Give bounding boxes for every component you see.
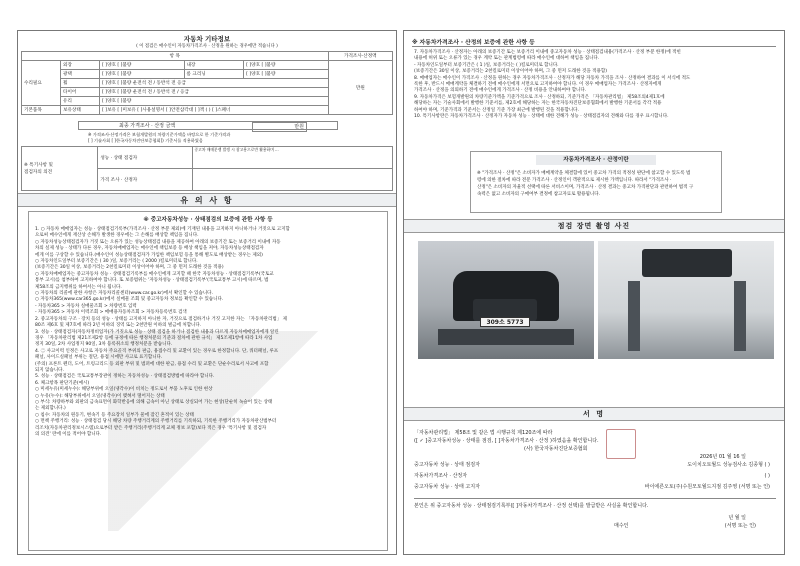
buyer-label: 매수인 (614, 523, 629, 529)
caution-line: 5. 성능 · 상태점검은 국토교통부장관이 정하는 자동차성능 · 상태점검방법에 따라야 합니다. (35, 374, 215, 380)
price-box-line: 산정"은 소비자의 자율적 선택에 따른 서비스이며, 가격조사 · 산정 결과는 중고차 가격판단과 관련하여 법적 구 (477, 185, 694, 190)
signature-row (414, 461, 776, 472)
caution-line: 리조치(자동차관리정보시스템)으로부터 받은 주행거리(주행거리계 교체 정보 포함)보다 적은 경우 '특기사항 및 점검자 (35, 425, 267, 431)
row-label: 광택 (61, 70, 100, 79)
guarantee-line: 해당하는 자는 기술사회에서 발행한 기준서를, 제2호에 해당하는 자는 한국자동차진단보증협회에서 발행한 기준서를 각각 적용 (414, 101, 662, 107)
guarantee-line: 10. 특기사항란은 자동차가격조사 · 산정자가 자동차 성능 · 상태에 대한 견해가 성능 · 상태점검자의 견해와 다를 경우 표시합니다. (414, 114, 669, 120)
caution-line: (주의) 프론트 펜더, 도어, 트렁크리드 등 외판 부위 및 범퍼에 대한 판금, 용접 수리 및 교환은 단순수리로서 사고에 포함 (35, 361, 269, 367)
photo-banner: 점검 장면 촬영 사진 (404, 219, 784, 233)
special-label: ※ 특기사항 및 점검자의 의견 (22, 147, 98, 191)
caution-line: ○ 자동차성능상태점검자가 거짓 또는 오류가 있는 성능상태점검 내용을 제공하여 아래의 보증기간 또는 보증거리 이내에 자동 (35, 239, 281, 245)
price-guarantee-text (414, 50, 776, 120)
guarantee-line: 록한 후, 반드시 매매계약을 체결하기 전에 매수인에게 서면으로 고지하여야 합니다. 이 경우 매매업자는 가격조사 · 산정자에게 (414, 82, 662, 88)
caution-line: 2. 중고자동차의 구조 · 장치 등의 성능 · 상태를 고지하지 아니한 자, 거짓으로 점검하거나 거짓 고지한 자는 「자동차관리법」 제 (35, 316, 287, 322)
guarantee-line: - 자동차인도일부터 보증기간은 ( 1 )일, 보증거리는 ( )킬로미터로 합니다. (414, 62, 559, 68)
row-a: [ ]양호 [ ]불량 (100, 61, 184, 70)
license-plate: 309소 5773 (480, 317, 530, 327)
guarantee-line: (보증기간은 30일 이상, 보증거리는 2천킬로미터 이상이어야 하며, 그 중 먼저 도래한 것을 적용함) (414, 69, 607, 75)
sign-line-3: (사) 한국자동차진단보증협회 (524, 446, 588, 452)
signature-row (414, 483, 776, 494)
lift-post-right (734, 281, 746, 351)
caution-line: 정지 30일, 2차 사업정지 90일, 3차 등록취소의 행정처분을 받습니다. (35, 342, 173, 348)
final-unit: 만원 (252, 122, 307, 132)
caution-line: - 자동차365 > 자동차 이력조회 > 매매용자동차조회 > 자동차등록번호 검색 (35, 310, 187, 316)
sign-line-2: ([ ✓ ]중고자동차성능 · 상태를 점검, [ ]자동차가격조사 · 산정 )하였음을 확인합니다. (414, 438, 599, 444)
car-underside-shape (642, 249, 732, 277)
special-note: 중고차 매매분쟁 발생 시 참고용으로만 활용하며 ... (192, 147, 393, 169)
caution-line: 되지 않습니다. (35, 367, 64, 373)
caution-line: 통부 고시)를 첨부하여 고지하여야 합니다. 또 보증범위는 '자동차성능 · 상태점검기록부'(국토교통부 고시)에 따르며, 법 (35, 278, 269, 284)
caution-head: ※ 중고자동차성능 · 상태점검의 보증에 관한 사항 등 (143, 217, 273, 223)
guarantee-line: 8. 매매업자는 매수인이 가격조사 · 산정을 원하는 경우 자동차가격조사 · 산정자가 해당 자동차 가격을 조사 · 산정하여 결과를 이 서식에 적도 (414, 75, 691, 81)
receipt-text: 본인은 위 중고자동차 성능 · 상태점검기록부([ ]자동차가격조사 · 산정 선택)를 발급받은 사실을 확인합니다. (414, 498, 776, 510)
caution-line: 는 제외합니다.) (35, 406, 66, 412)
caution-line: 에게 이를 구상할 수 있습니다.(매수인이 성능상태점검자가 가입한 책임보험 등을 통해 별도로 배상받는 경우는 제외) (35, 252, 263, 258)
caution-text (29, 223, 387, 438)
col-price: 가격조사·산정액 (328, 52, 392, 61)
caution-line: 차의 실제 성능 · 상태가 다른 경우, 자동차매매업자는 매수인에 책임보증 등 배상 책임을 져야, 자동차성능상태점검자 (35, 246, 264, 252)
signature-row (414, 472, 776, 483)
right-page (403, 30, 785, 555)
guarantee-line: 내용에 허위 또는 오류가 있는 경우 계약 또는 관계법령에 따라 매수인에 대하여 책임을 집니다. (414, 56, 600, 62)
row-a: [ ]양호 [ ]불량 (100, 70, 184, 79)
front-photo (418, 241, 594, 359)
caution-line: ○ 부식: 차량하부와 외판의 금속표면이 화학반응에 의해 금속이 아닌 상태로 상실되어 가는 현상(단순히 녹슬어 있는 상태 (35, 399, 273, 405)
guarantee-line: 9. 자동차가격은 보험개발원의 차량기준가액을 기준가격으로 조사 · 산정하되, 기준가격은 「자동차관리법」 제58조의4제1호에 (414, 94, 665, 100)
inspector-label: 성능 · 상태 점검자 (98, 147, 192, 169)
sign-section (414, 429, 776, 531)
col-item: 항 목 (22, 52, 329, 61)
other-info-table (21, 51, 393, 115)
caution-line: ○ 미세누유(미세누수): 해당부위에 오일(냉각수)이 비치는 정도로서 부품 노후로 인한 현상 (35, 387, 213, 393)
price-box (470, 151, 722, 213)
caution-line: 6. 체크항목 판단기준(예시) (35, 380, 90, 386)
buyer-sign: (서명 또는 인) (724, 523, 756, 529)
signer-role: 중고자동차 성능 · 상태 점검자 (414, 462, 480, 468)
signature-rows (414, 461, 776, 494)
caution-line: (보증기간은 30일 이상, 보증거리는 2천킬로미터 이상이어야 하며, 그 중 먼저 도래한 것을 적용) (35, 265, 224, 271)
receipt-date: 년 월 일 (728, 515, 746, 521)
final-price-row (78, 121, 338, 130)
sign-banner: 서 명 (404, 407, 784, 421)
row-mid: 룸 크리닝 (184, 70, 244, 79)
caution-line: ○ 침수: 자동차의 원동기, 변속기 등 주요장치 일부가 물에 잠긴 흔적이 있는 상태 (35, 412, 194, 418)
row-mid: 내장 (184, 61, 244, 70)
official-seal (606, 429, 636, 459)
row-b: [ ]양호 [ ]불량 (244, 70, 329, 79)
caution-banner: 유 의 사 항 (18, 193, 396, 207)
caution-line: 3. 성능 · 상태점검자(자동차정비업자)가 거짓으로 성능 · 상태 점검을 하거나 점검한 내용과 다르게 자동차매매업자에게 알린 (35, 329, 279, 335)
caution-line: ○ 자동차인도일부터 보증기간은 ( 30 )일, 보증거리는 ( 2000 )킬로미터로 합니다. (35, 259, 198, 265)
price-box-line: 속력은 없고 소비자의 구매여부 결정에 참고자료로 활용됩니다. (477, 192, 601, 197)
basic-text: [ ]보유 [ ]미보유 [ ]사용설명서 [ ]안전삼각대 [ ]잭 ( ) [ ]스패너 (100, 106, 329, 115)
caution-line: ○ 자동차매매업자는 중고자동차 성능 · 상태점검기록부를 매수인에게 고지할 때 한국 자동차성능 · 상태점검기록부(국토교 (35, 271, 274, 277)
caution-line: 4. ㊁ 사고이력 인정은 사고로 자동차 주요골격 부위의 판금, 용접수리 및 교환이 있는 경우로 한정합니다. 단, 쿼터패널, 루프 (35, 348, 279, 354)
basic-sub: 보유상태 (61, 106, 100, 115)
caution-line: 제58조의 금지행위를 하여서는 아니 됩니다. (35, 284, 122, 290)
price-label: 가격 조사 · 산정자 (98, 169, 192, 191)
guarantee-line: 하여야 하며, 기준가격과 기준서는 산정일 기준 가장 최근에 발행된 것을 적용합니다. (414, 107, 579, 113)
caution-line: 패널, 사이드실패널 부위는 절단, 용접 시에만 사고로 표기합니다. (35, 355, 163, 361)
caution-line: 의 의견' 란에 이를 적어야 합니다. (35, 432, 102, 437)
signer-name: 바이에른오토(주)수원모토월드지점 김주영 (서명 또는 인) (644, 484, 770, 490)
caution-line: 1. ○ 자동차 매매업자는 성능 · 상태점검기록부(가격조사 · 산정 부분 제외)에 기재된 내용을 고지하지 아니하거나 거짓으로 고지함 (35, 227, 290, 232)
won-label: 만원 (328, 61, 392, 115)
sign-date: 2026년 01 월 16 일 (699, 454, 746, 460)
final-label: 최종 가격조사 · 산정 금액 (119, 123, 176, 129)
price-box-line: 령에 의한 절차에 따라 전문 가격조사 · 산정인이 객관적으로 제시한 가액입니다. 따라서 "가격조사 · (477, 178, 672, 183)
guarantee-line: 7. 자동차가격조사 · 산정자는 아래의 보증기간 또는 보증거리 이내에 중고자동차 성능 · 상태점검내용(가격조사 · 산정 부분 한정)에 적힌 (414, 50, 681, 55)
price-box-line: ※ "가격조사 · 산정"은 소비자가 매매계약을 체결함에 있어 중고차 가격의 적정성 판단에 참고할 수 있도록 법 (477, 171, 691, 176)
row-b: [ ]양호 [ ]불량 (244, 61, 329, 70)
signer-name: 도이치오토월드 성능검사소 김종형 ( ) (687, 462, 770, 468)
row-label: 휠 (61, 79, 100, 88)
signer-role: 자동차가격조사 · 산정자 (414, 473, 468, 479)
caution-line: ○ 누유(누수): 해당부위에서 오일(냉각수)이 맺혀서 떨어지는 상태 (35, 393, 165, 399)
row-label: 외장 (61, 61, 100, 70)
final-note-1: ※ 가격조사·산정가격은 보험개발원의 차량기준가액을 바탕으로 한 기준가격과 (88, 132, 231, 137)
sign-line-1: 「자동차관리법」 제58조 및 같은 법 시행규칙 제120조에 따라 (414, 430, 553, 436)
guarantee-line: 가격조사 · 산정을 의뢰하기 전에 매수인에게 가격조사 · 산정 비용을 안내하여야 합니다. (414, 88, 587, 94)
special-table (21, 146, 393, 191)
signer-name: ( ) (764, 473, 770, 479)
row-a: [ ]양호 [ ]불량 (100, 97, 329, 106)
row-a: [ ]양호 [ ]불량 운전석 전 / 동반석 전 / 응급 (100, 88, 329, 97)
price-box-title: 자동차가격조사 · 산정이란 (536, 155, 656, 165)
other-info-title: 자동차 기타정보 (183, 35, 231, 43)
caution-line: 경우 「자동차관리법 제21조제2항 등에 규정에 따른 행정처분의 기준과 절차에 관한 규칙」 제5조제1항에 따라 1차 사업 (35, 335, 273, 341)
head-rule (412, 46, 776, 47)
price-box-text (471, 165, 721, 198)
row-a: [ ]양호 [ ]불량 운전석 전 / 동반석 전 응급 (100, 79, 329, 88)
caution-line: 으로써 매수인에게 재산상 손해가 발생한 경우에는 그 손해를 배상할 책임을 집니다. (35, 233, 199, 239)
row-label: 유리 (61, 97, 100, 106)
other-info-subtitle: ( 이 점검은 매수인이 자동차가격조사 · 산정을 원하는 경우에만 적습니다 ) (136, 44, 278, 49)
caution-line: 80조 제6호 및 제7호에 따라 2년 이하의 징역 또는 2천만원 이하의 벌금에 처합니다. (35, 323, 202, 329)
underbody-photo (598, 241, 774, 359)
lift-shape (438, 329, 574, 345)
left-page (17, 30, 397, 555)
lift-post-left (628, 281, 640, 351)
repair-label: 수리필요 (22, 61, 61, 106)
final-note-2: [ ] 기술사회 [ ]한국자동차진단보증협회]) 기준서를 적용하였음 (88, 138, 203, 143)
caution-box (28, 211, 388, 551)
basic-label: 기본품목 (22, 106, 61, 115)
caution-line: ○ 자동차365(www.car365.go.kr)에서 실매물 조회 및 중고자동차 정보를 확인할 수 있습니다. (35, 297, 224, 303)
caution-line: ○ 면책 주행거리: 성능 · 상태점검 당시 해당 차량 주행거리계의 주행거리를 기록하되, 기록한 주행거리가 자동차관산범부터 (35, 419, 277, 425)
caution-line: - 자동차365 > 자동차 실매물조회 > 차량번호 입력 (35, 303, 137, 309)
row-label: 타이어 (61, 88, 100, 97)
right-head: ※ 자동차가격조사 · 산정의 보증에 관한 사항 등 (412, 40, 535, 46)
caution-line: ○ 자동차의 리콜에 관한 사항은 자동차리콜센터(www.car.go.kr)에서 확인할 수 있습니다. (35, 291, 213, 297)
buyer-row (414, 522, 776, 531)
signer-role: 중고자동차 성능 · 상태 고지자 (414, 484, 480, 490)
